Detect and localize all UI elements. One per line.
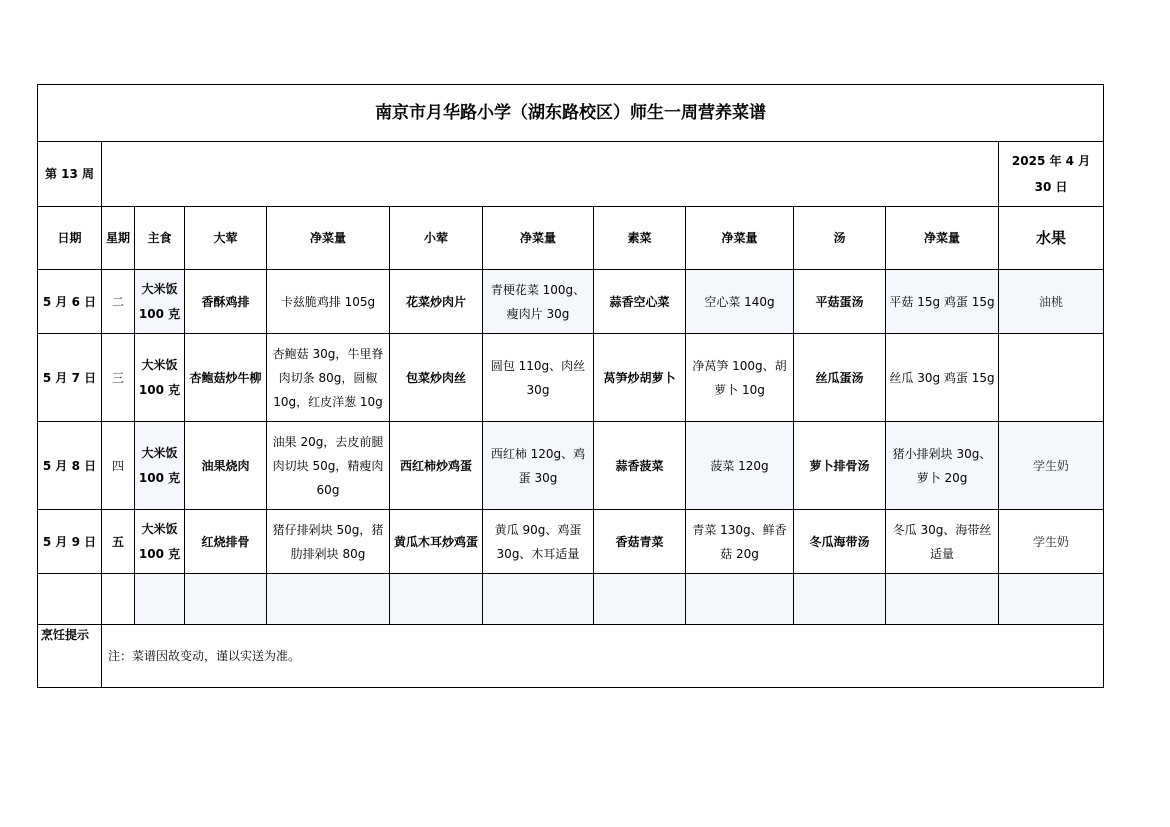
empty-cell: [267, 574, 390, 625]
day-veg-dish: 蒜香菠菜: [594, 422, 686, 510]
day-staple: [135, 270, 185, 334]
day-fruit: [999, 334, 1104, 422]
day-weekday: 五: [102, 510, 135, 574]
staple-amount: 100 克: [138, 546, 181, 561]
table-row-empty: [38, 574, 1104, 625]
day-staple: [135, 334, 185, 422]
staple-amount: 100 克: [138, 306, 181, 321]
day-date: 5 月 6 日: [38, 270, 102, 334]
empty-cell: [38, 574, 102, 625]
day-side-dish: 西红柿炒鸡蛋: [390, 422, 483, 510]
header-veg-net: 净菜量: [686, 207, 794, 270]
header-soup: 汤: [794, 207, 886, 270]
header-soup-net: 净菜量: [886, 207, 999, 270]
table-row: [38, 510, 1104, 574]
table-row: [38, 422, 1104, 510]
page-title: 南京市月华路小学（湖东路校区）师生一周营养菜谱: [38, 85, 1104, 142]
day-fruit: 学生奶: [999, 510, 1104, 574]
day-veg-net: 青菜 130g、鲜香菇 20g: [686, 510, 794, 574]
day-side-dish: 包菜炒肉丝: [390, 334, 483, 422]
table-row: [38, 270, 1104, 334]
header-main-net: 净菜量: [267, 207, 390, 270]
empty-cell: [794, 574, 886, 625]
week-number: 第 13 周: [38, 142, 102, 207]
staple-name: 大米饭: [141, 357, 178, 372]
day-veg-dish: 香菇青菜: [594, 510, 686, 574]
day-staple: [135, 422, 185, 510]
header-date: 日期: [38, 207, 102, 270]
day-main-dish: 油果烧肉: [185, 422, 267, 510]
day-soup: 冬瓜海带汤: [794, 510, 886, 574]
table-row: [38, 334, 1104, 422]
header-side-net: 净菜量: [483, 207, 594, 270]
day-main-net: 杏鲍菇 30g，牛里脊肉切条 80g，圆椒 10g，红皮洋葱 10g: [267, 334, 390, 422]
empty-cell: [135, 574, 185, 625]
empty-cell: [594, 574, 686, 625]
empty-cell: [686, 574, 794, 625]
day-main-net: 猪仔排剁块 50g，猪肋排剁块 80g: [267, 510, 390, 574]
day-soup: 平菇蛋汤: [794, 270, 886, 334]
day-soup-net: 猪小排剁块 30g、萝卜 20g: [886, 422, 999, 510]
day-side-net: 青梗花菜 100g、瘦肉片 30g: [483, 270, 594, 334]
header-main-dish: 大荤: [185, 207, 267, 270]
staple-amount: 100 克: [138, 382, 181, 397]
empty-cell: [390, 574, 483, 625]
day-side-dish: 黄瓜木耳炒鸡蛋: [390, 510, 483, 574]
empty-cell: [102, 574, 135, 625]
note-text: 注：菜谱因故变动，谨以实送为准。: [102, 625, 1104, 688]
day-side-dish: 花菜炒肉片: [390, 270, 483, 334]
staple-name: 大米饭: [141, 521, 178, 536]
empty-cell: [999, 574, 1104, 625]
day-veg-net: 菠菜 120g: [686, 422, 794, 510]
day-date: 5 月 9 日: [38, 510, 102, 574]
day-side-net: 圆包 110g、肉丝 30g: [483, 334, 594, 422]
issue-date: 2025 年 4 月 30 日: [999, 142, 1104, 207]
day-veg-net: 净莴笋 100g、胡萝卜 10g: [686, 334, 794, 422]
day-main-net: 卡兹脆鸡排 105g: [267, 270, 390, 334]
day-soup: 丝瓜蛋汤: [794, 334, 886, 422]
day-side-net: 西红柿 120g、鸡蛋 30g: [483, 422, 594, 510]
note-row: [38, 625, 1104, 688]
header-side-dish: 小荤: [390, 207, 483, 270]
day-staple: [135, 510, 185, 574]
week-blank-cell: [102, 142, 999, 207]
day-main-net: 油果 20g，去皮前腿肉切块 50g，精瘦肉 60g: [267, 422, 390, 510]
day-soup-net: 平菇 15g 鸡蛋 15g: [886, 270, 999, 334]
staple-name: 大米饭: [141, 445, 178, 460]
day-side-net: 黄瓜 90g、鸡蛋 30g、木耳适量: [483, 510, 594, 574]
header-weekday: 星期: [102, 207, 135, 270]
day-weekday: 三: [102, 334, 135, 422]
day-main-dish: 杏鲍菇炒牛柳: [185, 334, 267, 422]
day-date: 5 月 8 日: [38, 422, 102, 510]
day-weekday: 四: [102, 422, 135, 510]
header-staple: 主食: [135, 207, 185, 270]
staple-amount: 100 克: [138, 470, 181, 485]
day-fruit: 学生奶: [999, 422, 1104, 510]
staple-name: 大米饭: [141, 281, 178, 296]
header-veg-dish: 素菜: [594, 207, 686, 270]
column-header-row: [38, 207, 1104, 270]
day-main-dish: 香酥鸡排: [185, 270, 267, 334]
empty-cell: [886, 574, 999, 625]
day-soup-net: 丝瓜 30g 鸡蛋 15g: [886, 334, 999, 422]
day-veg-dish: 蒜香空心菜: [594, 270, 686, 334]
day-main-dish: 红烧排骨: [185, 510, 267, 574]
day-veg-dish: 莴笋炒胡萝卜: [594, 334, 686, 422]
menu-table: [37, 84, 1104, 688]
empty-cell: [483, 574, 594, 625]
day-soup-net: 冬瓜 30g、海带丝适量: [886, 510, 999, 574]
day-veg-net: 空心菜 140g: [686, 270, 794, 334]
empty-cell: [185, 574, 267, 625]
day-fruit: 油桃: [999, 270, 1104, 334]
day-date: 5 月 7 日: [38, 334, 102, 422]
day-weekday: 二: [102, 270, 135, 334]
day-soup: 萝卜排骨汤: [794, 422, 886, 510]
header-fruit: 水果: [999, 207, 1104, 270]
note-label: 烹饪提示: [38, 625, 102, 688]
